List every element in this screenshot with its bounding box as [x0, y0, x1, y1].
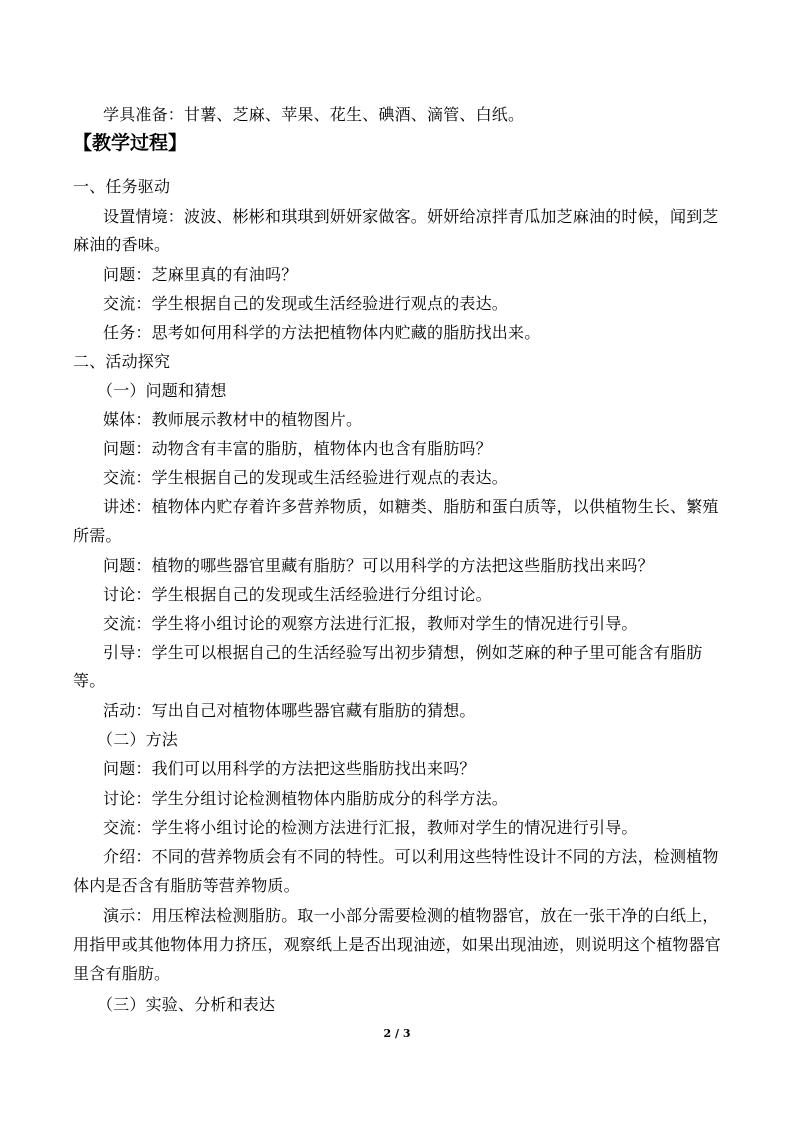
paragraph-line: 媒体：教师展示教材中的植物图片。: [103, 410, 363, 429]
subsection-title: （一）问题和猜想: [97, 381, 227, 400]
paragraph-line: 讲述：植物体内贮存着许多营养物质，如糖类、脂肪和蛋白质等，以供植物生长、繁殖: [103, 497, 719, 516]
paragraph-line: 讨论：学生根据自己的发现或生活经验进行分组讨论。: [103, 585, 492, 604]
section-heading-teaching-process: 【教学过程】: [73, 132, 188, 154]
paragraph-line: 讨论：学生分组讨论检测植物体内脂肪成分的科学方法。: [103, 789, 509, 808]
section-title-activity: 二、活动探究: [73, 352, 171, 371]
paragraph-line: 活动：写出自己对植物体哪些器官藏有脂肪的猜想。: [103, 701, 476, 720]
paragraph-line: 任务：思考如何用科学的方法把植物体内贮藏的脂肪找出来。: [103, 323, 541, 342]
paragraph-line: 里含有脂肪。: [73, 964, 171, 983]
paragraph-line: 交流：学生根据自己的发现或生活经验进行观点的表达。: [103, 294, 509, 313]
paragraph-line: 交流：学生将小组讨论的检测方法进行汇报，教师对学生的情况进行引导。: [103, 818, 638, 837]
paragraph-line: 问题：芝麻里真的有油吗？: [103, 265, 298, 284]
section-title-task-driven: 一、任务驱动: [73, 177, 171, 196]
subsection-title: （二）方法: [97, 730, 179, 749]
paragraph-line: 用指甲或其他物体用力挤压，观察纸上是否出现油迹，如果出现油迹，则说明这个植物器官: [73, 935, 722, 954]
paragraph-line: 设置情境：波波、彬彬和琪琪到妍妍家做客。妍妍给凉拌青瓜加芝麻油的时候，闻到芝: [103, 207, 719, 226]
paragraph-line: 介绍：不同的营养物质会有不同的特性。可以利用这些特性设计不同的方法，检测植物: [103, 847, 719, 866]
paragraph-line: 所需。: [73, 526, 122, 545]
paragraph-line: 麻油的香味。: [73, 235, 171, 254]
paragraph-line: 交流：学生根据自己的发现或生活经验进行观点的表达。: [103, 468, 509, 487]
paragraph-line: 引导：学生可以根据自己的生活经验写出初步猜想，例如芝麻的种子里可能含有脂肪: [103, 643, 703, 662]
paragraph-line: 问题：我们可以用科学的方法把这些脂肪找出来吗？: [103, 759, 476, 778]
paragraph-line: 问题：动物含有丰富的脂肪，植物体内也含有脂肪吗？: [103, 439, 492, 458]
paragraph-line: 演示：用压榨法检测脂肪。取一小部分需要检测的植物器官，放在一张干净的白纸上，: [103, 906, 719, 925]
materials-line: 学具准备：甘薯、芝麻、苹果、花生、碘酒、滴管、白纸。: [103, 105, 525, 124]
paragraph-line: 体内是否含有脂肪等营养物质。: [73, 876, 300, 895]
paragraph-line: 交流：学生将小组讨论的观察方法进行汇报，教师对学生的情况进行引导。: [103, 614, 638, 633]
page-number: 2 / 3: [383, 1027, 411, 1040]
paragraph-line: 等。: [73, 671, 106, 690]
paragraph-line: 问题：植物的哪些器官里藏有脂肪？可以用科学的方法把这些脂肪找出来吗？: [103, 556, 654, 575]
subsection-title: （三）实验、分析和表达: [97, 995, 276, 1014]
